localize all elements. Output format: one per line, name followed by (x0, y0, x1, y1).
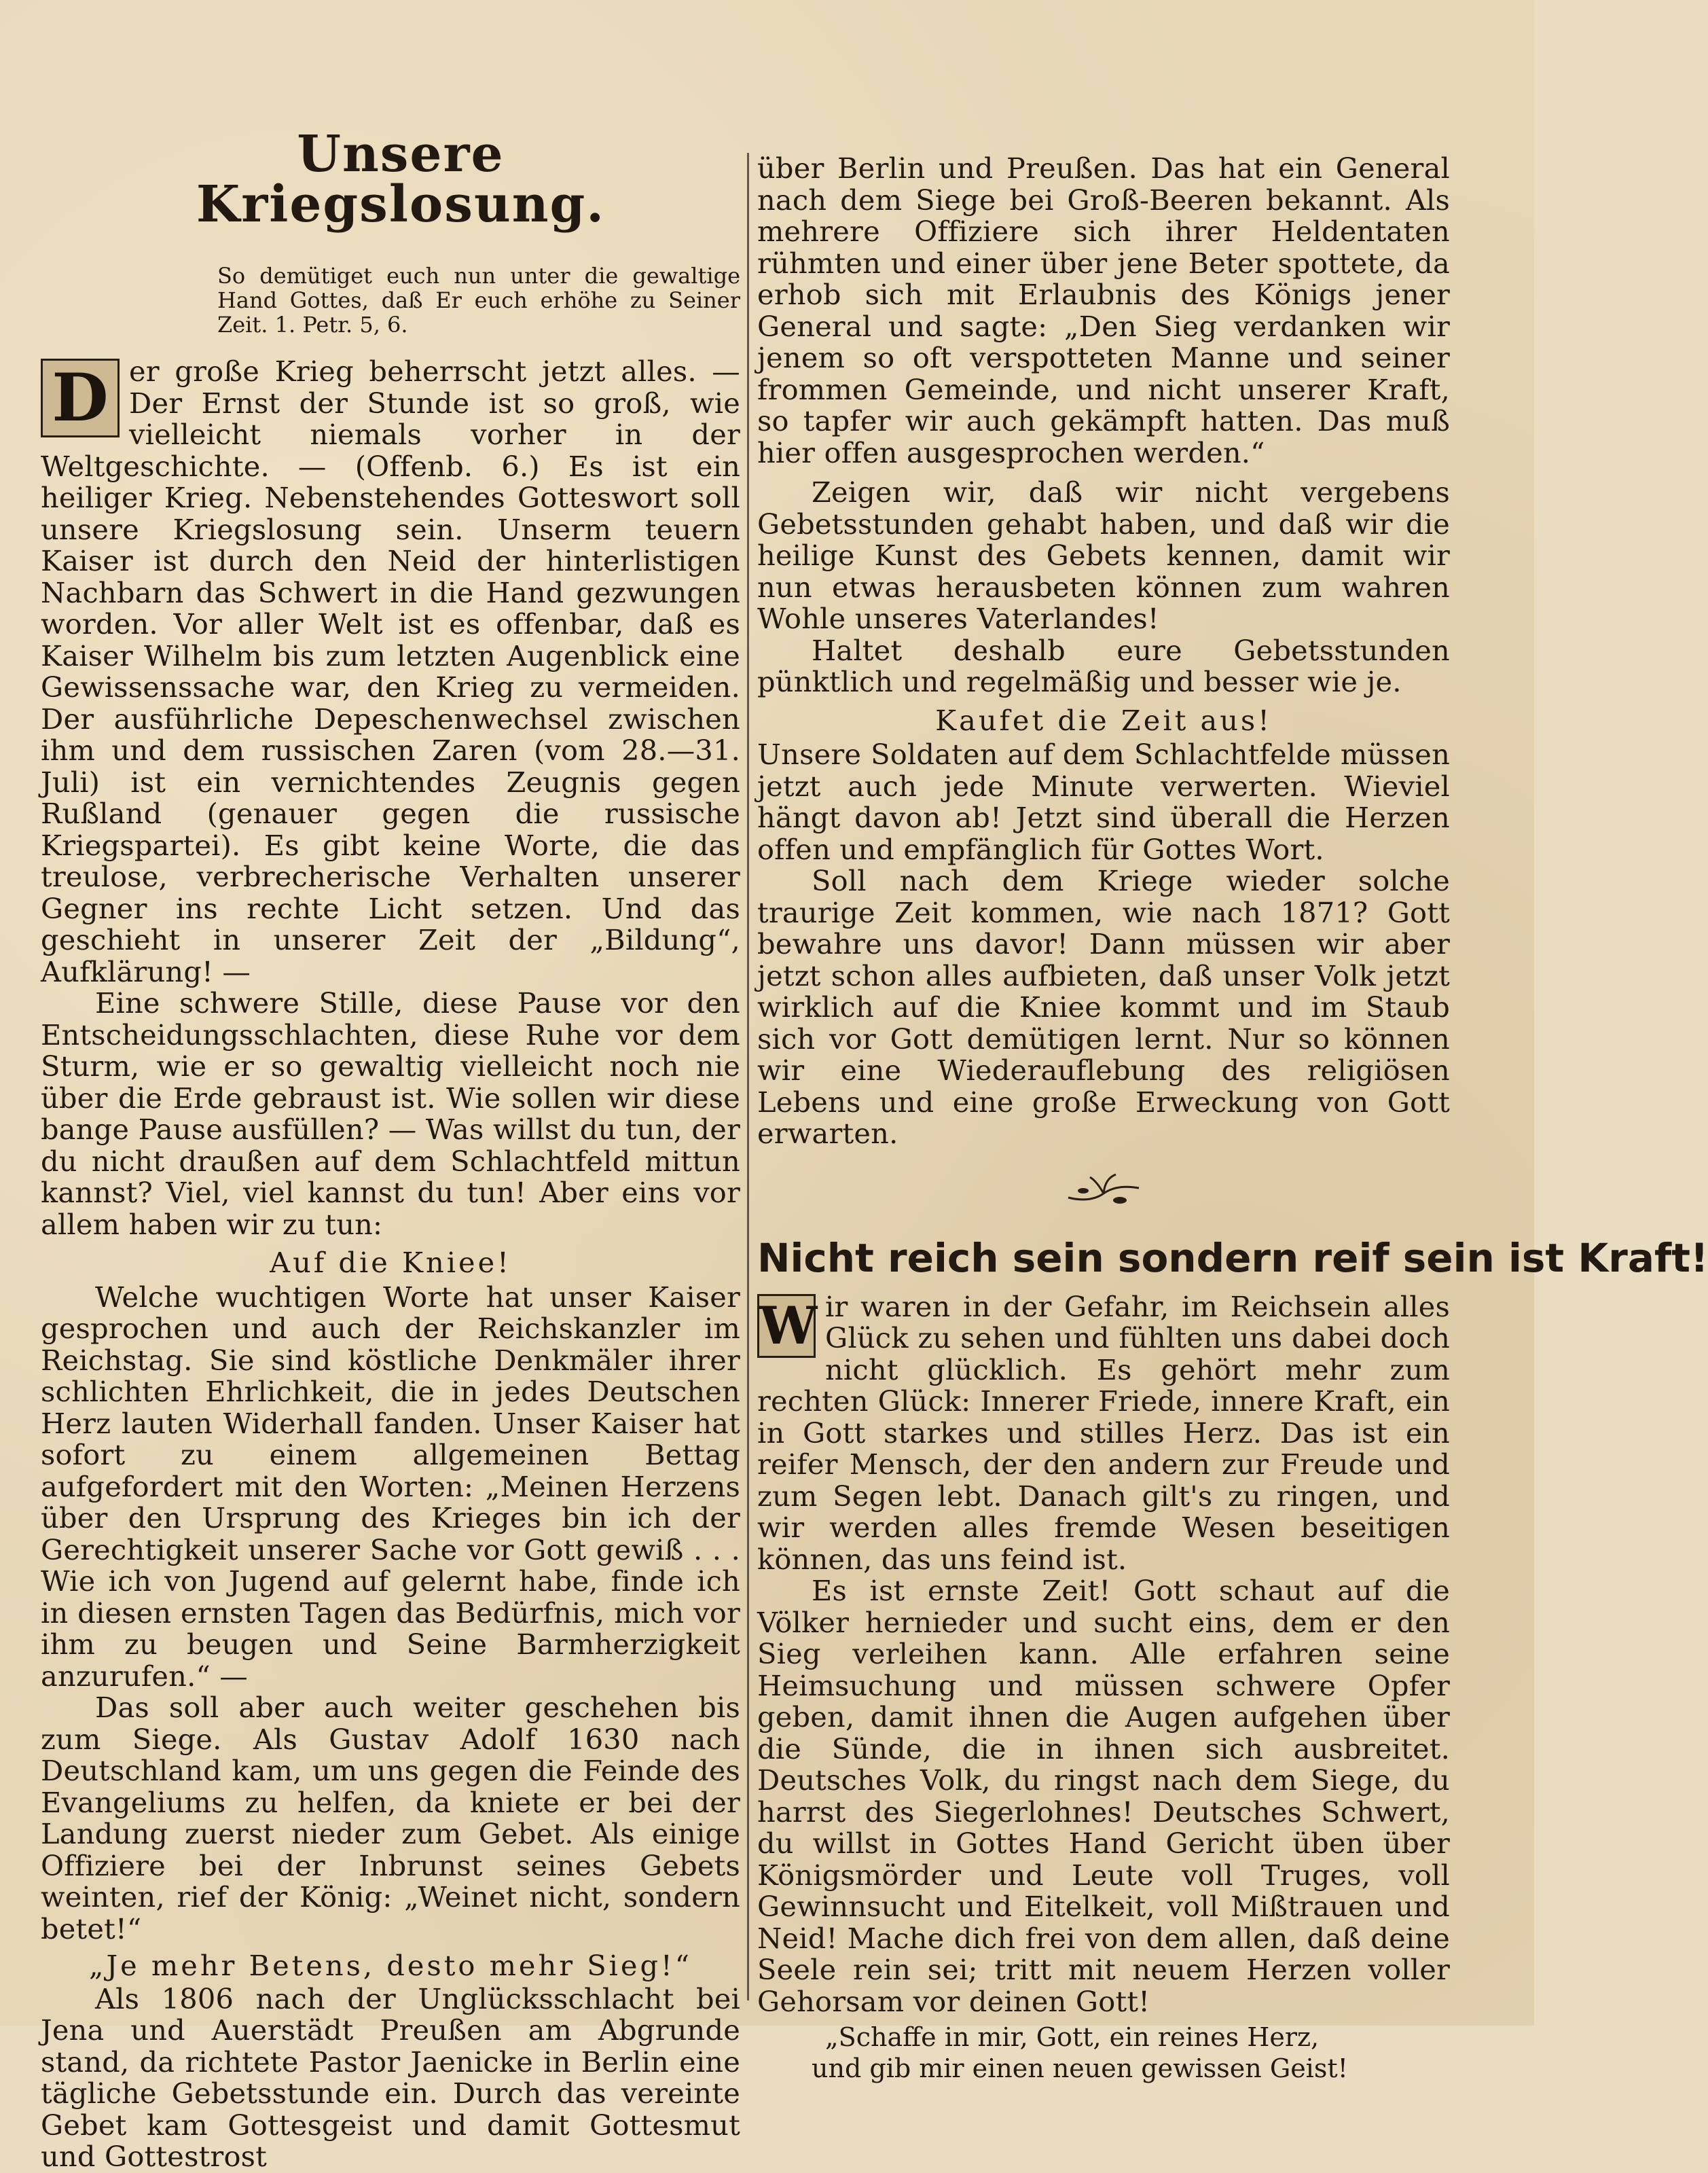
section-heading: Kaufet die Zeit aus! (935, 703, 1272, 737)
drop-cap-letter: D (41, 359, 120, 437)
paragraph: Eine schwere Stille, diese Pause vor den Entscheidungsschlachten, diese Ruhe vor dem Sturm, wie er so gewaltig vielleicht noch nie über die Erde gebraust ist. Wie sollen wir diese bange Pause ausfüllen? — Was willst du tun, der du nicht draußen auf dem Schlachtfeld mittun kannst? Viel, viel kannst du tun! Aber eins vor allem haben wir zu tun: (41, 986, 740, 1241)
paragraph: Soll nach dem Kriege wieder solche traurige Zeit kommen, wie nach 1871? Gott bewahre uns davor! Dann müssen wir aber jetzt schon alles aufbieten, daß unser Volk jetzt wirklich auf die Kniee kommt und im Staub sich vor Gott demütigen lernt. Nur so können wir eine Wiederauflebung des religiösen Lebens und eine große Erweckung von Gott erwarten. (757, 864, 1450, 1150)
article-title: Unsere Kriegslosung. (196, 125, 606, 234)
ornament-divider (757, 1170, 1450, 1214)
section-heading: Auf die Kniee! (270, 1246, 511, 1279)
flourish-icon (1063, 1170, 1144, 1211)
paragraph: Es ist ernste Zeit! Gott schaut auf die Völker hernieder und sucht eins, dem er den Sieg verleihen kann. Alle erfahren seine Heimsuchung und müssen schwere Opfer geben, damit ihnen die Augen aufgehen über die Sünde, die in ihnen sich ausbreitet. Deutsches Volk, du ringst nach dem Siege, du harrst des Siegerlohnes! Deutsches Schwert, du willst in Gottes Hand Gericht üben über Königsmörder und Leute voll Truges, voll Gewinnsucht und Eitelkeit, voll Mißtrauen und Neid! Mache dich frei von dem allen, daß deine Seele rein sei; tritt mit neuem Herzen voller Gehorsam vor deinen Gott! (757, 1574, 1450, 2018)
paragraph: Unsere Soldaten auf dem Schlachtfelde müssen jetzt auch jede Minute verwerten. Wieviel hängt davon ab! Jetzt sind überall die Herzen offen und empfänglich für Gottes Wort. (757, 738, 1450, 866)
article-title-2: Nicht reich sein sondern reif sein ist Kraft! (757, 1234, 1708, 1281)
article-body-continued (757, 153, 1450, 1150)
paragraph: Haltet deshalb eure Gebetsstunden pünktlich und regelmäßig und besser wie je. (757, 633, 1450, 698)
paragraph: ir waren in der Gefahr, im Reichsein alles Glück zu sehen und fühlten uns dabei doch nicht glücklich. Es gehört mehr zum rechten Glück: Innerer Friede, innere Kraft, ein in Gott starkes und stilles Herz. Das ist ein reifer Mensch, der den andern zur Freude und zum Segen lebt. Danach gilt's zu ringen, und wir werden alles fremde Wesen beseitigen können, das uns feind ist. (757, 1289, 1450, 1576)
drop-cap-letter: W (757, 1294, 816, 1358)
paragraph: er große Krieg beherrscht jetzt alles. — Der Ernst der Stunde ist so groß, wie vielleicht niemals vorher in der Weltgeschichte. — (Offenb. 6.) Es ist ein heiliger Krieg. Nebenstehendes Gotteswort soll unsere Kriegslosung sein. Unserm teuern Kaiser ist durch den Neid der hinterlistigen Nachbarn das Schwert in die Hand gezwungen worden. Vor aller Welt ist es offenbar, daß es Kaiser Wilhelm bis zum letzten Augenblick eine Gewissenssache war, den Krieg zu vermeiden. Der ausführliche Depeschenwechsel zwischen ihm und dem russischen Zaren (vom 28.—31. Juli) ist ein vernichtendes Zeugnis gegen Rußland (genauer gegen die russische Kriegspartei). Es gibt keine Worte, die das treulose, verbrecherische Verhalten unserer Gegner ins rechte Licht setzen. Und das geschieht in unserer Zeit der „Bildung“, Aufklärung! — (41, 355, 740, 988)
left-column (41, 0, 740, 2173)
paragraph: Welche wuchtigen Worte hat unser Kaiser gesprochen und auch der Reichskanzler im Reichstag. Sie sind köstliche Denkmäler ihrer schlichten Ehrlichkeit, die in jedes Deutschen Herz lauten Widerhall fanden. Unser Kaiser hat sofort zu einem allgemeinen Bettag aufgefordert mit den Worten: „Meinen Herzens über den Ursprung des Krieges bin ich der Gerechtigkeit unserer Sache vor Gott gewiß . . . Wie ich von Jugend auf gelernt habe, finde ich in diesen ernsten Tagen das Bedürfnis, mich vor ihm zu beugen und Seine Barmherzigkeit anzurufen.“ — (41, 1280, 740, 1693)
article-body-2 (757, 1291, 1450, 2085)
verse-line: „Schaffe in mir, Gott, ein reines Herz, (825, 2022, 1320, 2052)
right-column (757, 0, 1708, 2084)
section-heading: „Je mehr Betens, desto mehr Sieg!“ (89, 1949, 692, 1982)
paragraph: Als 1806 nach der Unglücksschlacht bei Jena und Auerstädt Preußen am Abgrunde stand, da richtete Pastor Jaenicke in Berlin eine tägliche Gebetsstunde ein. Durch das vereinte Gebet kam Gottesgeist und damit Gottesmut und Gottestrost (41, 1981, 740, 2173)
verse-line: und gib mir einen neuen gewissen Geist! (812, 2053, 1348, 2083)
article-body (41, 356, 740, 2173)
column-divider (747, 153, 749, 2000)
article-motto: So demütiget euch nun unter die gewaltige Hand Gottes, daß Er euch erhöhe zu Seiner Zeit. 1. Petr. 5, 6. (217, 263, 740, 338)
paragraph: über Berlin und Preußen. Das hat ein General nach dem Siege bei Groß-Beeren bekannt. Als mehrere Offiziere sich ihrer Heldentaten rühmten und einer über jene Beter spottete, da erhob sich mit Erlaubnis des Königs jener General und sagte: „Den Sieg verdanken wir jenem so oft verspotteten Manne und seiner frommen Gemeinde, und nicht unserer Kraft, so tapfer wir auch gekämpft hatten. Das muß hier offen ausgesprochen werden.“ (757, 151, 1450, 469)
paragraph: Das soll aber auch weiter geschehen bis zum Siege. Als Gustav Adolf 1630 nach Deutschland kam, um uns gegen die Feinde des Evangeliums zu helfen, da kniete er bei der Landung zuerst nieder zum Gebet. Als einige Offiziere bei der Inbrunst seines Gebets weinten, rief der König: „Weinet nicht, sondern betet!“ (41, 1691, 740, 1945)
paragraph: Zeigen wir, daß wir nicht vergebens Gebetsstunden gehabt haben, und daß wir die heilige Kunst des Gebets kennen, damit wir nun etwas herausbeten können zum wahren Wohle unseres Vaterlandes! (757, 475, 1450, 635)
